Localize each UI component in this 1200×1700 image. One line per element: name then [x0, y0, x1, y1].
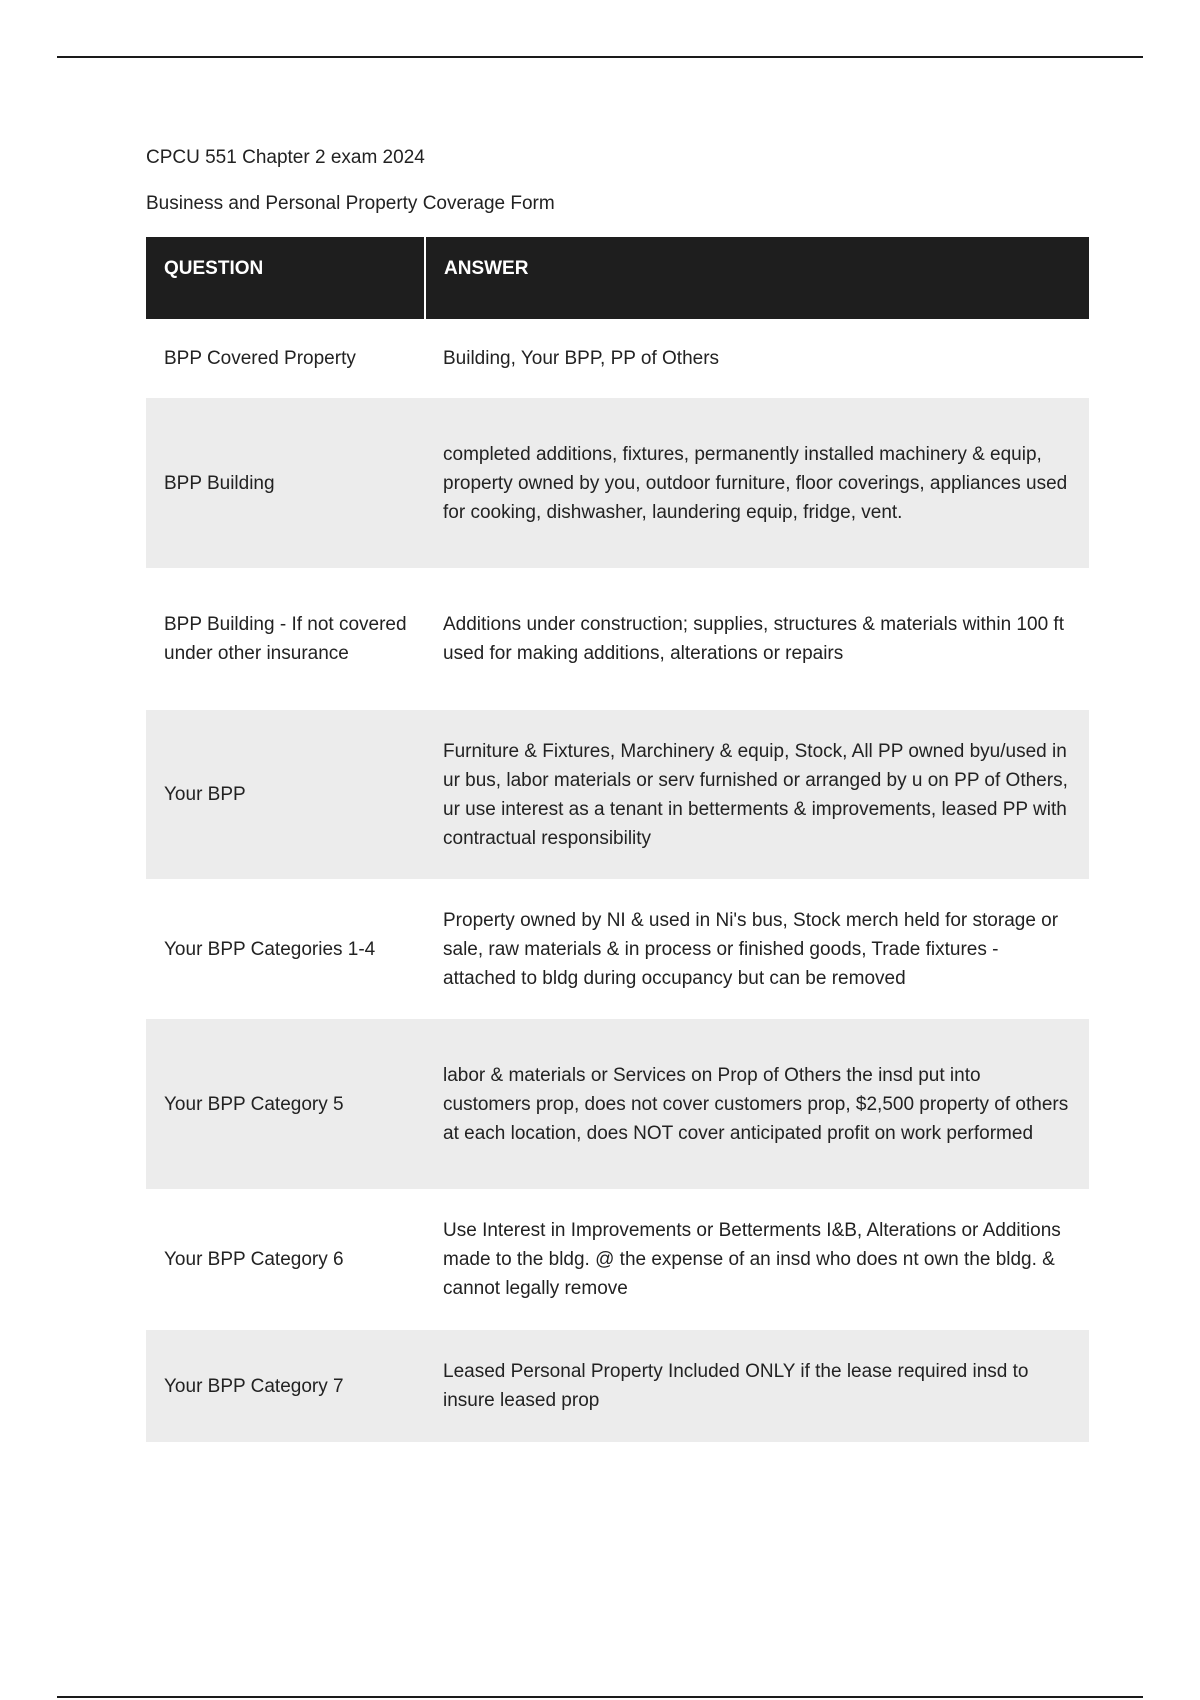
table-row: [146, 319, 1089, 398]
question-cell: BPP Building - If not covered under other insurance: [164, 614, 407, 664]
qa-table: [146, 237, 1089, 1442]
document-title: CPCU 551 Chapter 2 exam 2024: [146, 147, 425, 168]
table-header-row: [146, 237, 1089, 319]
answer-cell: Property owned by NI & used in Ni's bus, Stock merch held for storage or sale, raw materials & in process or finished goods, Trade fixtures - attached to bldg during occupancy but can be removed: [443, 909, 1059, 989]
table-row: [146, 1019, 1089, 1189]
question-cell: Your BPP Category 6: [164, 1249, 344, 1270]
question-cell: BPP Covered Property: [164, 348, 356, 369]
table-row: [146, 710, 1089, 879]
answer-cell: labor & materials or Services on Prop of Others the insd put into customers prop, does not cover customers prop, $2,500 property of others at each location, does NOT cover anticipated profit on work performed: [425, 1019, 1089, 1189]
question-cell: Your BPP Categories 1-4: [164, 938, 376, 960]
table-row: [146, 398, 1089, 568]
document-subtitle: Business and Personal Property Coverage Form: [146, 193, 555, 214]
table-row: [146, 1189, 1089, 1330]
question-cell: Your BPP Category 7: [146, 1330, 425, 1442]
question-cell: Your BPP: [146, 710, 425, 879]
question-cell: BPP Building: [146, 398, 425, 568]
table-row: [146, 568, 1089, 710]
answer-cell: Additions under construction; supplies, structures & materials within 100 ft used for making additions, alterations or repairs: [443, 614, 1064, 664]
answer-cell: Use Interest in Improvements or Betterments I&B, Alterations or Additions made to the bldg. @ the expense of an insd who does nt own the bldg. & cannot legally remove: [443, 1220, 1061, 1299]
question-cell: Your BPP Category 5: [146, 1019, 425, 1189]
answer-cell: completed additions, fixtures, permanently installed machinery & equip, property owned by you, outdoor furniture, floor coverings, appliances used for cooking, dishwasher, laundering equip, fridge, vent.: [425, 398, 1089, 568]
table-row: [146, 1330, 1089, 1442]
table-row: [146, 879, 1089, 1019]
top-rule: [57, 56, 1143, 58]
column-header-answer: ANSWER: [425, 237, 1089, 319]
bottom-rule: [57, 1696, 1143, 1698]
answer-cell: Leased Personal Property Included ONLY if the lease required insd to insure leased prop: [425, 1330, 1089, 1442]
column-header-question: QUESTION: [146, 237, 425, 319]
answer-cell: Building, Your BPP, PP of Others: [443, 348, 720, 369]
answer-cell: Furniture & Fixtures, Marchinery & equip, Stock, All PP owned byu/used in ur bus, labor materials or serv furnished or arranged by u on PP of Others, ur use interest as a tenant in betterments & improvements, leased PP with contractual responsibility: [425, 710, 1089, 879]
